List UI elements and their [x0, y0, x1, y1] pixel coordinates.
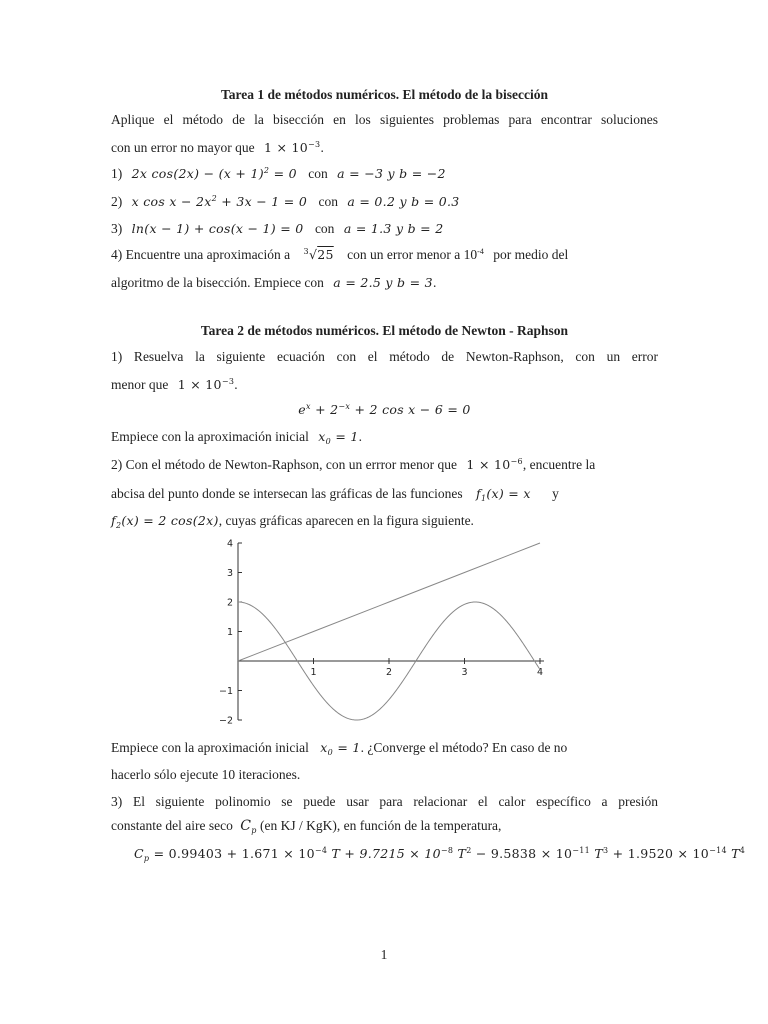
- problem-3-number: 3): [111, 221, 123, 236]
- q2-line3: $f_2(x) = 2$ cos(2x), cuyas gráficas aparecen en la figura siguiente.: [111, 513, 474, 530]
- problem-1: [111, 165, 658, 183]
- problem-4-range: a = 2.5 y b = 3: [333, 275, 433, 290]
- x-tick-label: 3: [461, 667, 468, 678]
- problem-1-number: 1): [111, 166, 123, 181]
- problem-3: [111, 220, 658, 238]
- problem-1-con: con: [308, 166, 328, 181]
- problem-4-line1: [111, 246, 658, 264]
- q2-error: $1 \times 10^{-6}$: [466, 457, 523, 472]
- y-tick-label: 4: [226, 538, 233, 550]
- intro-text: con un error no mayor que: [111, 140, 255, 155]
- y-tick-label: 2: [226, 597, 233, 609]
- q1-start: Empiece con la aproximación inicial $x_0 = 1$.: [111, 429, 362, 446]
- page-number: 1: [380, 947, 388, 962]
- problem-2-range: a = 0.2 y b = 0.3: [347, 194, 460, 209]
- q1-error: $1 \times 10^{-3}$: [177, 377, 235, 392]
- y-tick-label: 3: [226, 568, 233, 579]
- x-tick-label: 2: [385, 667, 393, 678]
- q3-cp: $C_p$: [240, 818, 257, 835]
- q3-polynomial: $C_p = 0.99403 + 1.671 \times 10^{-4}$ $T + 9.7215 \times 10^{-8}$ $T^2 - 9.5838 \times 10^{-11}$ $T^3 + 1.9520 \times 10^{-14}$ $T^4$: [134, 846, 746, 863]
- tarea1-title: Tarea 1 de métodos numéricos. El método de la bisección: [221, 87, 548, 102]
- q3-line1: 3) El siguiente polinomio se puede usar para relacionar el calor específico a presión: [111, 794, 658, 809]
- tarea1-intro-line2: con un error no mayor que $1 \times 10^{-3}$.: [111, 140, 324, 155]
- problem-4-text-b: con un error menor a $10^{-4}$: [347, 247, 484, 262]
- tarea1-intro-line1: Aplique el método de la bisección en los siguientes problemas para encontrar soluciones: [111, 112, 658, 127]
- problem-4-text-c: por medio del: [493, 247, 569, 262]
- problem-1-range: a = −3 y b = −2: [337, 166, 446, 181]
- function-plot: [218, 536, 558, 732]
- tarea2-q1-line1: 1) Resuelva la siguiente ecuación con el método de Newton-Raphson, con un error: [111, 349, 658, 364]
- x-tick-label: 4: [536, 667, 544, 678]
- q2-after-line1: Empiece con la aproximación inicial $x_0 = 1$. ¿Converge el método? En caso de no: [111, 740, 568, 757]
- problem-4-text-d: algoritmo de la bisección. Empiece con: [111, 275, 324, 290]
- problem-3-equation: ln(x − 1) + cos(x − 1) = 0: [131, 221, 304, 236]
- q1-equation: $e^x + 2^{-x} + 2$ cos x − 6 = 0: [298, 402, 471, 417]
- cube-root: $^3$√25: [303, 247, 334, 262]
- q2-after-line2: hacerlo sólo ejecute 10 iteraciones.: [111, 767, 301, 782]
- q2-initial-value: $x_0 = 1$: [320, 740, 361, 757]
- q3-line2: constante del aire seco $C_p$ (en KJ / KgK), en función de la temperatura,: [111, 818, 502, 835]
- y-tick-label: 1: [226, 627, 233, 638]
- tarea2-q1-line2: menor que $1 \times 10^{-3}$.: [111, 377, 238, 392]
- problem-2-equation: x $\cos x - 2x^2 + 3x - 1 = 0$: [131, 194, 308, 209]
- tarea2-title: Tarea 2 de métodos numéricos. El método de Newton - Raphson: [200, 323, 569, 338]
- x-tick-label: 1: [310, 667, 317, 678]
- y-tick-label: −2: [218, 715, 233, 727]
- problem-2-number: 2): [111, 194, 123, 209]
- q2-line2: abcisa del punto donde se intersecan las gráficas de las funciones $f_1(x) = x$ y: [111, 486, 559, 503]
- q2-f2: $f_2(x) = 2$ cos(2x): [111, 513, 219, 530]
- problem-4-line2: algoritmo de la bisección. Empiece con a = 2.5 y b = 3.: [111, 275, 437, 290]
- y-tick-label: −1: [218, 686, 233, 697]
- q2-f1: $f_1(x) = x$: [476, 486, 531, 503]
- problem-2: [111, 193, 658, 211]
- q1-initial-value: $x_0 = 1$: [318, 429, 359, 446]
- problem-3-range: a = 1.3 y b = 2: [343, 221, 444, 236]
- problem-3-con: con: [314, 221, 335, 236]
- series-line-x: [238, 543, 540, 661]
- problem-2-con: con: [318, 194, 338, 209]
- error-tolerance: $1 \times 10^{-3}$: [263, 140, 321, 155]
- problem-1-equation: 2x $\cos(2x) - (x + 1)^2 = 0$: [131, 166, 297, 181]
- q2-line1: 2) Con el método de Newton-Raphson, con un errror menor que $1 \times 10^{-6}$, encuentre la: [111, 457, 596, 472]
- problem-4-text-a: 4) Encuentre una aproximación a: [111, 247, 291, 262]
